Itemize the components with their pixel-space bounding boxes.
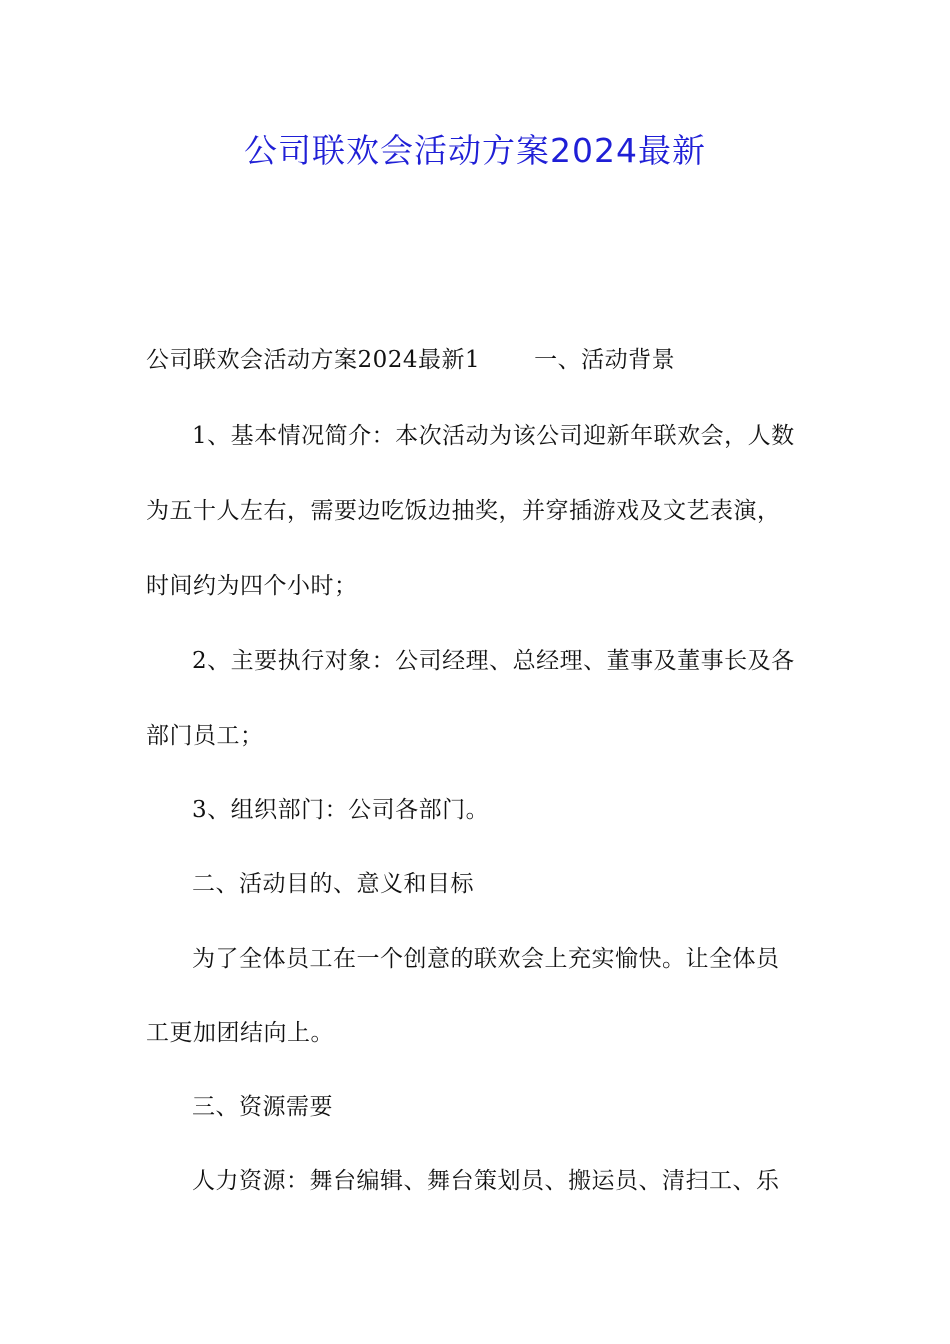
paragraph-line: 3、组织部门：公司各部门。	[192, 797, 490, 823]
plan-number-label: 公司联欢会活动方案2024最新1	[146, 347, 481, 373]
paragraph-line: 为了全体员工在一个创意的联欢会上充实愉快。让全体员	[192, 946, 780, 972]
paragraph-line: 1、基本情况简介：本次活动为该公司迎新年联欢会，人数	[192, 423, 795, 449]
section-heading: 三、资源需要	[192, 1094, 333, 1120]
section-heading-background: 一、活动背景	[534, 347, 676, 373]
section-heading: 二、活动目的、意义和目标	[192, 871, 474, 897]
paragraph-line: 为五十人左右，需要边吃饭边抽奖，并穿插游戏及文艺表演，	[146, 498, 781, 524]
paragraph-line: 部门员工；	[146, 723, 264, 749]
document-title: 公司联欢会活动方案2024最新	[244, 131, 706, 170]
section-heading-line	[146, 343, 816, 377]
paragraph-line: 2、主要执行对象：公司经理、总经理、董事及董事长及各	[192, 648, 795, 674]
paragraph-line: 工更加团结向上。	[146, 1020, 334, 1046]
paragraph-line: 时间约为四个小时；	[146, 573, 358, 599]
paragraph-line: 人力资源：舞台编辑、舞台策划员、搬运员、清扫工、乐	[192, 1168, 780, 1194]
